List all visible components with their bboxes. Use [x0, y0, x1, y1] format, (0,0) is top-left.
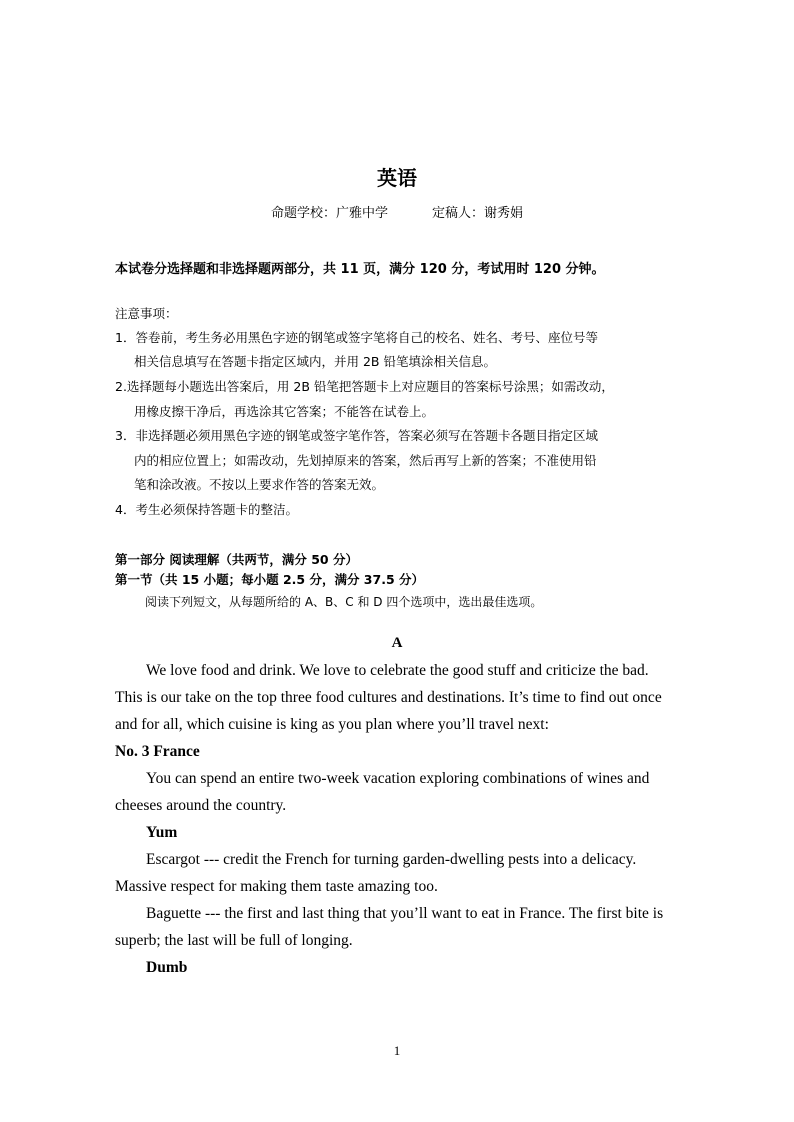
notice-line: 3．非选择题必须用黑色字迹的钢笔或签字笔作答，答案必须写在答题卡各题目指定区域 [115, 428, 598, 443]
passage-line: cheeses around the country. [115, 797, 287, 814]
passage-line: We love food and drink. We love to celebrate the good stuff and criticize the bad. [146, 662, 649, 679]
notice-line: 用橡皮擦干净后，再选涂其它答案；不能答在试卷上。 [134, 404, 435, 419]
passage-subheading: No. 3 France [115, 743, 200, 760]
passage-subheading: Yum [146, 824, 178, 841]
exam-title: 英语 [377, 166, 417, 190]
school-label: 命题学校：广雅中学 [270, 206, 388, 221]
passage-line: and for all, which cuisine is king as you plan where you’ll travel next: [115, 716, 549, 733]
editor-label: 定稿人：谢秀娟 [432, 206, 524, 221]
notice-line: 相关信息填写在答题卡指定区域内，并用 2B 铅笔填涂相关信息。 [134, 354, 496, 369]
passage-letter: A [391, 635, 403, 651]
notice-line: 2.选择题每小题选出答案后，用 2B 铅笔把答题卡上对应题目的答案标号涂黑；如需改动， [115, 379, 614, 394]
passage-subheading: Dumb [146, 959, 188, 976]
part-heading: 第一部分 阅读理解（共两节，满分 50 分） [115, 552, 358, 567]
notice-heading: 注意事项： [115, 306, 178, 321]
notice-line: 1．答卷前，考生务必用黑色字迹的钢笔或签字笔将自己的校名、姓名、考号、座位号等 [115, 330, 598, 345]
passage-line: Escargot --- credit the French for turning garden-dwelling pests into a delicacy. [146, 851, 637, 868]
section-heading: 第一节（共 15 小题；每小题 2.5 分，满分 37.5 分） [115, 572, 424, 587]
notice-line: 4．考生必须保持答题卡的整洁。 [115, 502, 298, 517]
passage-line: superb; the last will be full of longing. [115, 932, 353, 949]
notice-line: 内的相应位置上；如需改动，先划掉原来的答案，然后再写上新的答案；不准使用铅 [134, 453, 597, 468]
passage-line: Baguette --- the first and last thing that you’ll want to eat in France. The first bite is [146, 905, 664, 922]
notice-line: 笔和涂改液。不按以上要求作答的答案无效。 [134, 477, 385, 492]
page-number: 1 [393, 1043, 401, 1058]
section-instruction: 阅读下列短文，从每题所给的 A、B、C 和 D 四个选项中，选出最佳选项。 [145, 595, 543, 609]
exam-summary: 本试卷分选择题和非选择题两部分，共 11 页，满分 120 分，考试用时 120 分钟。 [115, 262, 605, 277]
passage-line: You can spend an entire two-week vacation exploring combinations of wines and [146, 770, 650, 787]
passage-line: This is our take on the top three food cultures and destinations. It’s time to find out once [115, 689, 662, 706]
passage-line: Massive respect for making them taste amazing too. [115, 878, 438, 895]
exam-subtitle [0, 202, 794, 221]
